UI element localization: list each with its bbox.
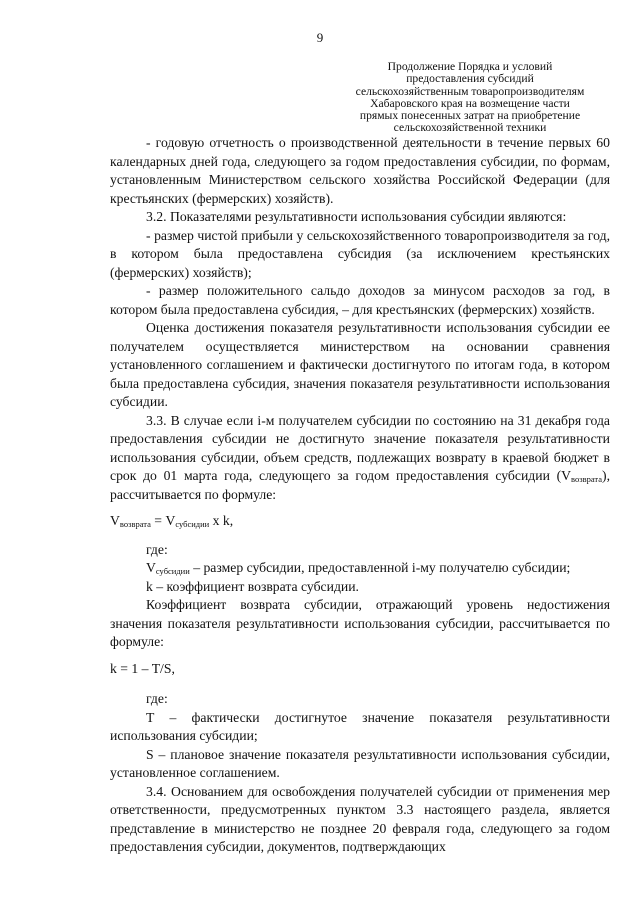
paragraph-3-2: 3.2. Показателями результативности использования субсидии являются: — [146, 209, 567, 224]
header-line: сельскохозяйственным товаропроизводителям — [355, 84, 585, 98]
paragraph-reporting: - годовую отчетность о производственной деятельности в течение первых 60 календарных дней года, следующего за годом предоставления субсидии, по формам, установленным Министерством сельского хозяйства Российской Федерации (для крестьянских (фермерских) хозяйств). — [110, 135, 610, 206]
paragraph-3-4: 3.4. Основанием для освобождения получателей субсидии от применения мер ответственности, предусмотренных пунктом 3.3 настоящего раздела, является представление в министерство не позднее 20 февраля года, следующего за годом предоставления субсидии, документов, подтверждающих — [110, 783, 610, 854]
document-header — [330, 61, 610, 135]
formula-refund — [110, 512, 610, 531]
subscript: субсидии — [175, 519, 210, 529]
formula-rhs: x k, — [209, 513, 234, 528]
subscript: субсидии — [155, 566, 190, 576]
definition-s: S – плановое значение показателя результативности использования субсидии, установленное соглашением. — [110, 746, 610, 780]
paragraph-3-3-tail: ), рассчитывается по формуле: — [110, 468, 610, 502]
where-label: где: — [146, 541, 168, 557]
symbol-v: V — [146, 560, 156, 575]
definition-k: k – коэффициент возврата субсидии. — [146, 578, 359, 594]
formula-eq: = V — [150, 513, 176, 528]
subscript: возврата — [571, 474, 603, 484]
definition-v-text: – размер субсидии, предоставленной i-му получателю субсидии; — [189, 560, 571, 575]
subscript: возврата — [119, 519, 151, 529]
formula-lhs: V — [110, 513, 120, 528]
header-line: Хабаровского края на возмещение части — [370, 96, 570, 110]
document-body — [110, 134, 610, 857]
formula-coefficient: k = 1 – T/S, — [110, 660, 175, 676]
definition-v-subsidy — [110, 559, 610, 578]
paragraph-balance: - размер положительного сальдо доходов за минусом расходов за год, в котором была предоставлена субсидия, – для крестьянских (фермерских) хозяйств. — [110, 283, 610, 317]
paragraph-3-3-text: 3.3. В случае если i-м получателем субсидии по состоянию на 31 декабря года предоставления субсидии не достигнуто значение показателя результативности использования субсидии, объем средств, подлежащих возврату в краевой бюджет в срок до 01 марта года, следующего за годом предоставления субсидии (V — [110, 412, 610, 483]
header-line: Продолжение Порядка и условий — [387, 60, 553, 73]
paragraph-net-profit: - размер чистой прибыли у сельскохозяйственного товаропроизводителя за год, в котором была предоставлена субсидия (за исключением крестьянских (фермерских) хозяйств); — [110, 227, 610, 280]
paragraph-coefficient: Коэффициент возврата субсидии, отражающий уровень недостижения значения показателя результативности использования субсидии, рассчитывается по формуле: — [110, 597, 610, 649]
header-line: прямых понесенных затрат на приобретение — [359, 109, 581, 123]
header-line: предоставления субсидий — [406, 72, 534, 86]
page-number: 9 — [316, 30, 324, 45]
where-label: где: — [146, 691, 168, 706]
paragraph-3-3 — [110, 412, 610, 505]
definition-t: Т – фактически достигнутое значение показателя результативности использования субсидии; — [110, 709, 610, 743]
header-line: сельскохозяйственной техники — [393, 121, 547, 135]
paragraph-assessment: Оценка достижения показателя результативности использования субсидии ее получателем осуществляется министерством на основании сравнения установленного соглашением и фактически достигнутого по итогам года, в котором была предоставлена субсидия, значения показателя результативности использования субсидии. — [110, 320, 610, 409]
